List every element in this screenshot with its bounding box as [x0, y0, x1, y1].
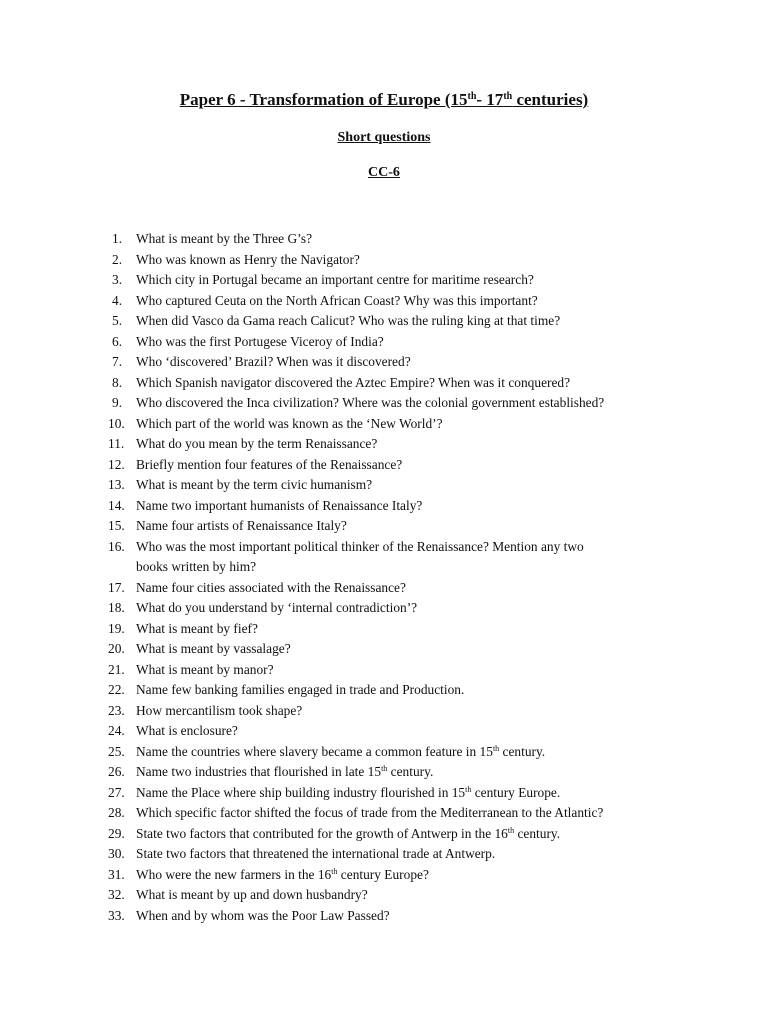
question-text: Who was known as Henry the Navigator? [136, 251, 360, 267]
question-text [136, 785, 560, 800]
question-item [108, 516, 708, 537]
question-item [108, 660, 708, 681]
section-heading: Short questions [337, 130, 431, 145]
question-number: 17. [108, 579, 125, 595]
question-item [108, 885, 708, 906]
question-text: Which specific factor shifted the focus of trade from the Mediterranean to the Atlantic? [136, 805, 604, 820]
question-text: What is meant by vassalage? [136, 641, 291, 656]
question-list [108, 229, 708, 926]
question-item [108, 496, 708, 517]
question-item [108, 270, 708, 291]
question-text: Name four artists of Renaissance Italy? [136, 518, 347, 533]
question-item [108, 229, 708, 250]
question-number: 15. [108, 518, 125, 533]
question-item [108, 250, 708, 271]
question-item [108, 742, 708, 763]
question-text [136, 744, 545, 759]
question-number: 32. [108, 887, 125, 902]
question-text: What is enclosure? [136, 723, 238, 738]
question-text-part: century Europe. [471, 784, 561, 800]
question-number: 10. [108, 415, 125, 431]
ordinal-superscript: th [331, 866, 338, 876]
question-number: 12. [108, 456, 125, 472]
question-number: 1. [112, 231, 123, 246]
question-item [108, 803, 708, 824]
question-text-part: century. [499, 743, 546, 759]
question-text-part: Name the countries where slavery became a common feature in 15 [136, 743, 493, 759]
question-number: 24. [108, 723, 125, 738]
question-item [108, 619, 708, 640]
ordinal-superscript: th [465, 784, 472, 794]
question-item [108, 332, 708, 353]
question-text: When and by whom was the Poor Law Passed? [136, 907, 390, 923]
question-item [108, 455, 708, 476]
question-number: 11. [108, 436, 125, 451]
question-text: Briefly mention four features of the Renaissance? [136, 456, 403, 472]
question-item [108, 598, 708, 619]
question-text: Who was the most important political thinker of the Renaissance? Mention any two [136, 538, 584, 554]
question-text-part: century. [514, 825, 561, 841]
question-item [108, 578, 708, 599]
ordinal-superscript: th [381, 764, 388, 773]
question-text: State two factors that threatened the international trade at Antwerp. [136, 846, 496, 861]
question-item [108, 373, 708, 394]
question-text: What is meant by fief? [136, 620, 258, 636]
title-main: Paper 6 - Transformation of Europe (15 [179, 90, 468, 109]
question-text-part: Name the Place where ship building industry flourished in 15 [136, 784, 466, 800]
question-text: What is meant by the Three G’s? [136, 231, 313, 246]
question-text: What is meant by up and down husbandry? [136, 887, 368, 902]
question-number: 7. [112, 354, 123, 369]
question-number: 18. [108, 600, 125, 615]
question-number: 6. [112, 333, 123, 349]
question-text: Which city in Portugal became an important centre for maritime research? [136, 272, 534, 287]
question-item [108, 311, 708, 332]
question-number: 25. [108, 743, 125, 759]
question-item [108, 352, 708, 373]
question-text: What do you understand by ‘internal contradiction’? [136, 600, 418, 615]
question-item [108, 537, 708, 578]
question-text [136, 764, 433, 779]
title-middle: - 17 [476, 90, 504, 109]
question-text: What do you mean by the term Renaissance? [136, 436, 378, 451]
question-text-part: century Europe? [337, 866, 429, 882]
question-text: Who discovered the Inca civilization? Where was the colonial government established? [136, 395, 605, 410]
question-number: 19. [108, 620, 125, 636]
question-number: 26. [108, 764, 125, 779]
question-number: 14. [108, 497, 125, 513]
question-number: 8. [112, 374, 123, 390]
question-number: 3. [112, 272, 123, 287]
question-number: 29. [108, 825, 125, 841]
question-item [108, 393, 708, 414]
question-text: Who captured Ceuta on the North African Coast? Why was this important? [136, 292, 538, 308]
question-number: 4. [112, 292, 123, 308]
question-item [108, 291, 708, 312]
question-item [108, 865, 708, 886]
ordinal-superscript: th [492, 743, 500, 753]
question-number: 30. [108, 846, 125, 861]
question-text-part: State two factors that contributed for the growth of Antwerp in the 16 [136, 825, 508, 841]
question-text [136, 867, 429, 882]
question-text: Who was the first Portugese Viceroy of India? [136, 333, 384, 349]
question-text: Which part of the world was known as the ‘New World’? [136, 415, 443, 431]
page-title [0, 90, 768, 110]
question-number: 13. [108, 477, 125, 492]
question-text [136, 826, 560, 841]
question-number: 2. [112, 251, 123, 267]
question-text-part: Who were the new farmers in the 16 [136, 866, 332, 882]
course-code: CC-6 [368, 165, 400, 180]
question-number: 28. [108, 805, 125, 820]
question-number: 27. [108, 784, 125, 800]
question-number: 33. [108, 907, 125, 923]
question-text-part: Name two industries that flourished in late 15 [136, 764, 382, 779]
question-item [108, 824, 708, 845]
question-text-part: century. [387, 764, 434, 779]
title-end: centuries) [512, 90, 589, 109]
question-item [108, 906, 708, 927]
question-item [108, 434, 708, 455]
question-number: 31. [108, 866, 125, 882]
question-item [108, 783, 708, 804]
question-text: Who ‘discovered’ Brazil? When was it discovered? [136, 354, 411, 369]
question-number: 21. [108, 661, 125, 677]
question-number: 22. [108, 682, 125, 697]
question-item [108, 680, 708, 701]
question-number: 16. [108, 538, 125, 554]
question-text: What is meant by manor? [136, 661, 274, 677]
question-text: What is meant by the term civic humanism? [136, 477, 373, 492]
question-text: How mercantilism took shape? [136, 702, 303, 718]
question-item [108, 639, 708, 660]
question-item [108, 414, 708, 435]
title-superscript-1: th [467, 91, 477, 102]
question-item [108, 475, 708, 496]
question-text: Name two important humanists of Renaissance Italy? [136, 497, 423, 513]
question-number: 23. [108, 702, 125, 718]
question-text-continuation: books written by him? [136, 559, 257, 574]
title-superscript-2: th [503, 91, 513, 102]
question-item [108, 701, 708, 722]
question-text: Which Spanish navigator discovered the Aztec Empire? When was it conquered? [136, 374, 571, 390]
question-text: Name few banking families engaged in trade and Production. [136, 682, 465, 697]
question-number: 20. [108, 641, 125, 656]
question-item [108, 762, 708, 783]
question-item [108, 721, 708, 742]
question-text: When did Vasco da Gama reach Calicut? Who was the ruling king at that time? [136, 313, 561, 328]
question-text: Name four cities associated with the Renaissance? [136, 579, 406, 595]
question-number: 9. [112, 395, 123, 410]
question-number: 5. [112, 313, 123, 328]
ordinal-superscript: th [507, 825, 515, 835]
question-item [108, 844, 708, 865]
